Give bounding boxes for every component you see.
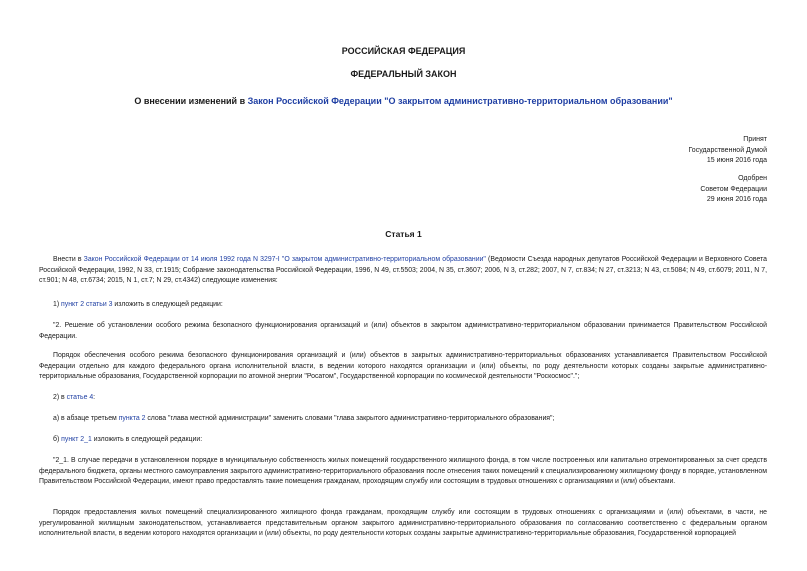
approved-line-1: Одобрен bbox=[738, 175, 767, 182]
point-2-1-link[interactable]: пункт 2_1 bbox=[61, 436, 92, 443]
country-heading: РОССИЙСКАЯ ФЕДЕРАЦИЯ bbox=[341, 46, 466, 56]
p6-pre: а) в абзаце третьем bbox=[53, 415, 119, 422]
adopted-line-1: Принят bbox=[743, 136, 767, 143]
p3-text: "2. Решение об установлении особого режима безопасного функционирования организаций и (или) объектов в закрытом административно-территориальном образовании принимается Правительством Российской Федерации. bbox=[39, 322, 767, 340]
paragraph-intro bbox=[39, 255, 767, 287]
p4-text: Порядок обеспечения особого режима безопасного функционирования организаций и (или) объектов в закрытых административно-территориальных образованиях устанавливается Правительством Российской Федерации отдельно для каждого федерального органа исполнительной власти, в ведении которого находятся организации и (или) объекты, по роду деятельности которых созданы закрытые административно-территориальные образования, Государственной корпорации по атомной энергии "Росатом", Государственной корпорации по космической деятельности "Роскосмос"."; bbox=[39, 352, 767, 380]
approved-date: 29 июня 2016 года bbox=[706, 196, 767, 203]
law-link[interactable]: Закон Российской Федерации от 14 июля 1992 года N 3297-I "О закрытом административно-территориальном образовании" bbox=[83, 256, 486, 263]
article-4-link[interactable]: статье 4 bbox=[66, 394, 94, 401]
approved-line-2: Советом Федерации bbox=[700, 185, 767, 193]
paragraph-item-1 bbox=[39, 300, 767, 311]
p1-post: (Ведомости Съезда народных депутатов Российской Федерации и Верховного Совета Российской Федерации, 1992, N 33, ст.1915; Собрание законодательства Российской Федерации, 1996, N 49, ст.5503; 2004, N 35, ст.3607; 2006, N 3, ст.282; 2007, N 7, ст.834; N 27, ст.3213; N 43, ст.5084; N 49, ст.6079; 2011, N 7, ст.901; N 48, ст.6734; 2015, N 1, ст.7; N 29, ст.4342) следующие изменения: bbox=[39, 256, 767, 284]
adopted-block bbox=[688, 135, 767, 167]
p2-pre: 1) bbox=[53, 301, 62, 308]
p7-post: изложить в следующей редакции: bbox=[91, 436, 203, 443]
law-type-heading: ФЕДЕРАЛЬНЫЙ ЗАКОН bbox=[350, 69, 457, 79]
p5-post: : bbox=[93, 394, 96, 401]
adopted-date: 15 июня 2016 года bbox=[706, 157, 767, 164]
article-3-point-2-link[interactable]: пункт 2 статьи 3 bbox=[61, 301, 113, 308]
law-title bbox=[0, 96, 807, 106]
law-title-prefix: О внесении изменений в bbox=[134, 96, 248, 106]
p5-pre: 2) в bbox=[53, 394, 67, 401]
paragraph-order bbox=[39, 351, 767, 383]
paragraph-housing-order bbox=[39, 508, 767, 540]
paragraph-item-a bbox=[39, 414, 767, 425]
p6-post: слова "глава местной администрации" заменить словами "глава закрытого административно-территориального образования"; bbox=[145, 415, 555, 422]
adopted-line-2: Государственной Думой bbox=[688, 146, 767, 154]
p8-text: "2_1. В случае передачи в установленном порядке в муниципальную собственность жилых помещений государственного жилищного фонда, в том числе построенных или капитально отремонтированных за счет средств федерального бюджета, органы местного самоуправления закрытого административно-территориального образования после отнесения таких помещений к специализированному жилищному фонду в порядке, установленном Правительством Российской Федерации, имеют право предоставлять такие помещения гражданам, проходящим службу или состоящим в трудовых отношениях с организациями и (или) объектами. bbox=[39, 457, 767, 485]
law-title-link[interactable]: Закон Российской Федерации "О закрытом административно-территориальном образовании" bbox=[247, 96, 673, 106]
p1-pre: Внести в bbox=[53, 256, 84, 263]
p7-pre: б) bbox=[53, 436, 62, 443]
p2-post: изложить в следующей редакции: bbox=[112, 301, 223, 308]
paragraph-item-2 bbox=[39, 393, 767, 404]
approved-block bbox=[700, 174, 767, 206]
p9-text: Порядок предоставления жилых помещений специализированного жилищного фонда гражданам, проходящим службу или состоящим в трудовых отношениях с организациями и (или) объектами, в части, не урегулированной жилищным законодательством, устанавливается представительным органом закрытого административно-территориального образования по согласованию соответственно с федеральным органом исполнительной власти, в ведении которого находятся организации и (или) объекты, по роду деятельности которых созданы закрытые административно-территориальные образования, Государственной корпорацией bbox=[39, 509, 767, 537]
paragraph-quote-2 bbox=[39, 321, 767, 342]
paragraph-quote-2-1 bbox=[39, 456, 767, 488]
article-title: Статья 1 bbox=[385, 229, 422, 239]
point-2-link[interactable]: пункта 2 bbox=[118, 415, 146, 422]
paragraph-item-b bbox=[39, 435, 767, 446]
